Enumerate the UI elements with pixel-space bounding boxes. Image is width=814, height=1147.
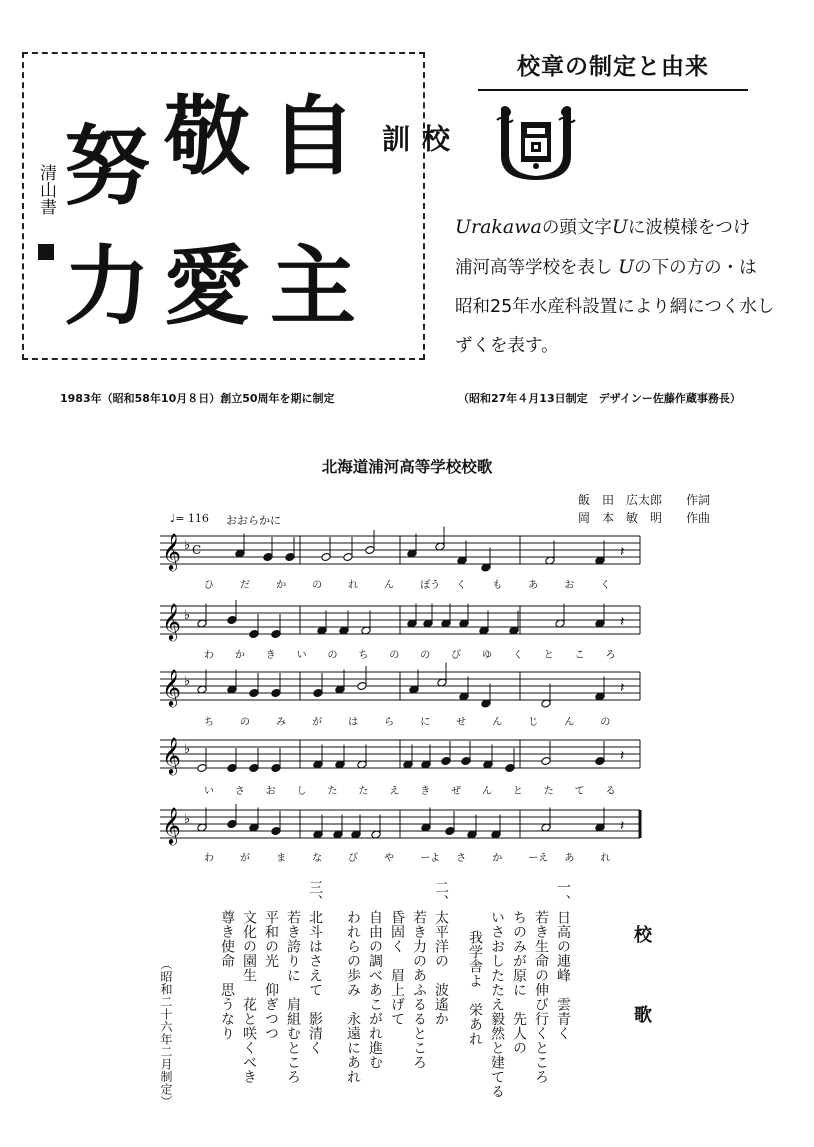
motto-signature: 清山書	[36, 164, 56, 215]
verse-1-number: 一、	[555, 880, 571, 909]
lyric-syllable: さ	[234, 786, 245, 797]
lyric-row-3	[160, 713, 650, 727]
flat-key-signature: ♭	[184, 674, 191, 689]
emblem-desc-text-3: 浦河高等学校を表し	[455, 258, 613, 278]
title-underline	[478, 89, 748, 91]
motto-char-kei: 敬	[164, 86, 250, 187]
lyric-syllable: き	[265, 650, 276, 661]
lyric-syllable: と	[543, 650, 554, 661]
lyric-syllable: こ	[574, 650, 585, 661]
lyric-syllable: な	[312, 853, 323, 864]
lyric-syllable: か	[234, 650, 245, 661]
lyric-syllable: ぽう	[420, 580, 441, 591]
lyric-syllable: に	[420, 717, 431, 728]
rest-icon: 𝄽	[620, 818, 625, 834]
lyric-syllable: わ	[204, 650, 214, 661]
treble-clef-icon: 𝄞	[162, 736, 181, 774]
lyric-syllable: ん	[481, 786, 492, 797]
emblem-desc-line-3: 昭和25年水産科設置により網につく水し	[455, 297, 775, 317]
emblem-caption: （昭和27年４月13日制定 デザインー佐藤作蔵事務長）	[458, 392, 741, 405]
verse-3-number: 三、	[307, 880, 323, 909]
emblem-desc-u2: U	[618, 256, 635, 278]
motto-char-ai: 愛	[164, 236, 250, 337]
motto-char-do: 努	[64, 116, 150, 217]
rest-icon: 𝄽	[620, 680, 625, 696]
emblem-desc-line-2	[455, 248, 785, 288]
lyric-syllable: の	[240, 717, 251, 728]
lyric-syllable: ひ	[204, 580, 214, 591]
lyric-syllable: は	[348, 717, 359, 728]
rest-icon: 𝄽	[620, 614, 625, 630]
lyric-syllable: い	[296, 650, 307, 661]
lyric-syllable: あ	[528, 580, 539, 591]
composer-credit: 岡 本 敏 明 作曲	[578, 511, 711, 525]
verse-2-line-2: 若き力のあふるるところ	[411, 910, 427, 1070]
verses-label: 校 歌	[631, 925, 652, 1045]
lyric-syllable: ち	[204, 717, 214, 728]
lyric-syllable: び	[451, 650, 462, 661]
emblem-desc-text-1: の頭文字	[541, 218, 612, 238]
verse-3-line-2: 若き誇りに 肩組むところ	[285, 910, 301, 1084]
lyric-syllable: く	[512, 650, 523, 661]
verse-1-line-4: いさおしたたえ毅然と建てる	[489, 910, 505, 1099]
lyric-row-5	[160, 849, 650, 863]
treble-clef-icon: 𝄞	[162, 806, 181, 844]
flat-key-signature: ♭	[184, 742, 191, 757]
treble-clef-icon: 𝄞	[162, 532, 181, 570]
school-emblem-icon	[495, 102, 577, 180]
lyric-syllable: の	[327, 650, 338, 661]
lyric-syllable: ゆ	[481, 650, 492, 661]
tempo-marking: ♩= 116	[170, 512, 209, 525]
motto-char-ryoku: 力	[64, 236, 150, 337]
emblem-desc-line-4: ずくを表す。	[455, 336, 559, 356]
emblem-desc-u: U	[611, 216, 628, 238]
lyric-syllable: ら	[384, 717, 395, 728]
lyric-syllable: お	[564, 580, 575, 591]
flat-key-signature: ♭	[184, 538, 191, 553]
lyric-syllable: ろ	[605, 650, 616, 661]
emblem-desc-urakawa: Urakawa	[455, 216, 542, 238]
treble-clef-icon: 𝄞	[162, 668, 181, 706]
lyric-syllable: さ	[456, 853, 467, 864]
lyric-syllable: の	[420, 650, 431, 661]
lyric-syllable: が	[240, 853, 251, 864]
lyric-syllable: ち	[358, 650, 369, 661]
treble-clef-icon: 𝄞	[162, 602, 181, 640]
lyric-syllable: き	[420, 786, 431, 797]
lyric-syllable: ん	[564, 717, 575, 728]
verse-3-line-3: 平和の光 仰ぎつつ	[263, 910, 279, 1041]
emblem-title: 校章の制定と由来	[517, 54, 709, 80]
lyric-syllable: あ	[564, 853, 575, 864]
motto-char-shu: 主	[270, 236, 356, 337]
verse-2-line-3: 昏固く 眉上げて	[389, 910, 405, 1026]
verse-1-line-1: 日高の連峰 雲青く	[555, 910, 571, 1041]
lyric-row-2	[160, 646, 650, 660]
lyric-row-4	[160, 782, 650, 796]
lyric-syllable: れ	[348, 580, 359, 591]
lyric-syllable: れ	[600, 853, 611, 864]
lyric-syllable: た	[327, 786, 338, 797]
lyric-syllable: お	[265, 786, 276, 797]
verse-2-number: 二、	[433, 880, 449, 909]
verse-1-line-3: ちのみが原に 先人の	[511, 910, 527, 1055]
lyric-syllable: ーよ	[420, 853, 441, 864]
lyric-syllable: て	[574, 786, 585, 797]
enactment-date: （昭和二十六年二月制定）	[159, 958, 173, 1108]
lyric-syllable: ぜ	[451, 786, 462, 797]
lyric-syllable: が	[312, 717, 323, 728]
flat-key-signature: ♭	[184, 608, 191, 623]
lyric-syllable: わ	[204, 853, 214, 864]
motto-caption: 1983年（昭和58年10月８日）創立50周年を期に制定	[60, 392, 335, 405]
lyric-syllable: の	[600, 717, 611, 728]
verse-3-line-1: 北斗はさえて 影清く	[307, 910, 323, 1055]
lyric-syllable: ま	[276, 853, 287, 864]
lyric-syllable: の	[389, 650, 400, 661]
time-signature: C	[192, 543, 202, 557]
lyric-syllable: い	[204, 786, 214, 797]
lyric-syllable: じ	[528, 717, 539, 728]
lyric-syllable: だ	[240, 580, 251, 591]
lyric-row-1	[160, 576, 650, 590]
verse-2-line-4: 自由の調べあこがれ進む	[367, 910, 383, 1070]
motto-calligraphy-box	[22, 52, 451, 360]
emblem-description	[455, 208, 785, 366]
emblem-desc-line-1	[455, 208, 785, 248]
motto-label: 校 訓	[378, 124, 451, 212]
lyric-syllable: ーえ	[528, 853, 549, 864]
lyricist-credit: 飯 田 広太郎 作詞	[578, 493, 711, 507]
seal-stamp	[38, 244, 54, 260]
lyric-syllable: る	[605, 786, 616, 797]
verse-3-line-5: 尊き使命 思うなり	[219, 910, 235, 1041]
song-title: 北海道浦河高等学校校歌	[321, 458, 493, 476]
lyric-syllable: た	[358, 786, 369, 797]
lyric-syllable: し	[296, 786, 307, 797]
lyric-syllable: ん	[384, 580, 395, 591]
verse-2-line-5: われらの歩み 永遠にあれ	[345, 910, 361, 1084]
lyric-syllable: く	[456, 580, 467, 591]
lyric-syllable: の	[312, 580, 323, 591]
lyric-syllable: も	[492, 580, 503, 591]
verse-1-line-5: 我学舎よ 栄あれ	[467, 930, 483, 1046]
expression-marking: おおらかに	[226, 514, 281, 527]
emblem-desc-text-4: の下の方の・は	[634, 258, 757, 278]
lyric-syllable: か	[276, 580, 287, 591]
verse-3-line-4: 文化の園生 花と咲くべき	[241, 910, 257, 1084]
lyric-syllable: と	[512, 786, 523, 797]
motto-char-ji: 自	[270, 86, 356, 187]
verse-2-line-1: 太平洋の 波遙か	[433, 910, 449, 1026]
lyric-syllable: か	[492, 853, 503, 864]
lyric-syllable: び	[348, 853, 359, 864]
flat-key-signature: ♭	[184, 812, 191, 827]
emblem-desc-text-2: に波模様をつけ	[627, 218, 751, 238]
rest-icon: 𝄽	[620, 544, 625, 560]
verse-1-line-2: 若き生命の伸び行くところ	[533, 910, 549, 1084]
lyric-syllable: え	[389, 786, 400, 797]
rest-icon: 𝄽	[620, 748, 625, 764]
lyric-syllable: く	[600, 580, 611, 591]
lyric-syllable: た	[543, 786, 554, 797]
lyric-syllable: ん	[492, 717, 503, 728]
lyric-syllable: せ	[456, 717, 467, 728]
sheet-music-score	[150, 520, 650, 870]
lyric-syllable: み	[276, 717, 287, 728]
lyric-syllable: や	[384, 853, 395, 864]
